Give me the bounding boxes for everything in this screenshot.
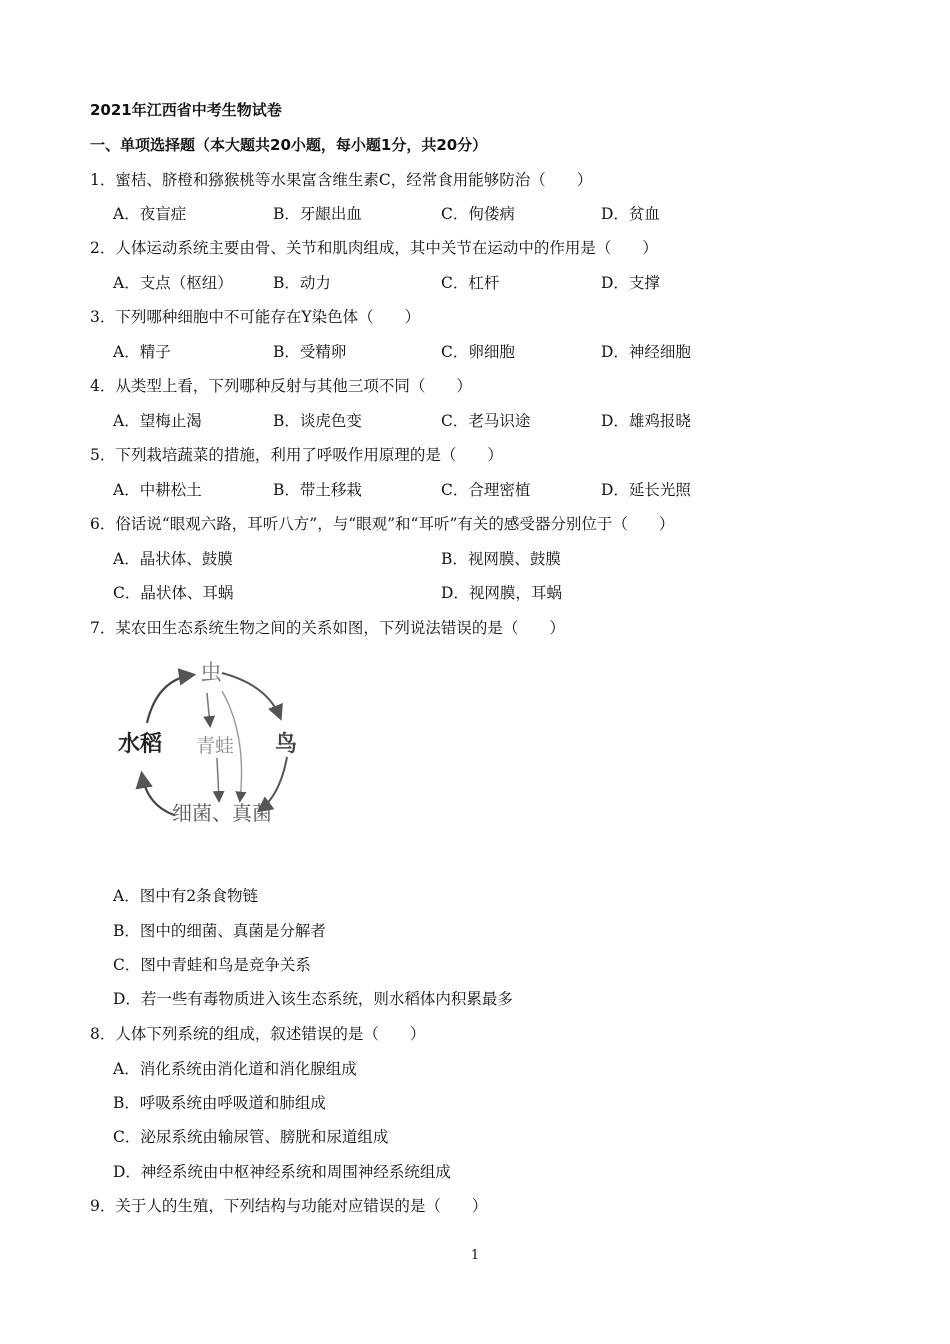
q2-option-a: A．支点（枢纽）	[113, 274, 233, 292]
q8-option-b: B．呼吸系统由呼吸道和肺组成	[113, 1094, 326, 1112]
question-9-stem: 9．关于人的生殖，下列结构与功能对应错误的是（ ）	[90, 1197, 488, 1215]
q1-option-a: A．夜盲症	[113, 205, 187, 223]
q6-option-b: B．视网膜、鼓膜	[441, 550, 561, 568]
q6-option-c: C．晶状体、耳蜗	[113, 584, 234, 602]
q8-option-d: D．神经系统由中枢神经系统和周围神经系统组成	[113, 1163, 451, 1181]
q5-option-b: B．带土移栽	[273, 481, 362, 499]
diagram-label-bird: 鸟	[275, 731, 298, 757]
q3-option-b: B．受精卵	[273, 343, 347, 361]
q3-option-d: D．神经细胞	[601, 343, 691, 361]
q1-option-d: D．贫血	[601, 205, 660, 223]
q7-option-c: C．图中青蛙和鸟是竞争关系	[113, 956, 311, 974]
q6-option-d: D．视网膜，耳蜗	[441, 584, 562, 602]
section-title: 一、单项选择题（本大题共20小题，每小题1分，共20分）	[90, 136, 488, 154]
question-5-stem: 5．下列栽培蔬菜的措施，利用了呼吸作用原理的是（ ）	[90, 446, 503, 464]
q8-option-c: C．泌尿系统由输尿管、膀胱和尿道组成	[113, 1128, 389, 1146]
q4-option-a: A．望梅止渴	[113, 412, 202, 430]
question-4-stem: 4．从类型上看，下列哪种反射与其他三项不同（ ）	[90, 377, 472, 395]
food-web-diagram	[112, 655, 312, 835]
q7-option-b: B．图中的细菌、真菌是分解者	[113, 922, 326, 940]
page-number: 1	[470, 1248, 480, 1263]
q2-option-c: C．杠杆	[441, 274, 500, 292]
q2-option-d: D．支撑	[601, 274, 660, 292]
q1-option-b: B．牙龈出血	[273, 205, 362, 223]
q4-option-b: B．谈虎色变	[273, 412, 362, 430]
q4-option-d: D．雄鸡报晓	[601, 412, 691, 430]
diagram-label-frog: 青蛙	[196, 735, 235, 757]
q5-option-a: A．中耕松土	[113, 481, 202, 499]
q5-option-c: C．合理密植	[441, 481, 531, 499]
question-8-stem: 8．人体下列系统的组成，叙述错误的是（ ）	[90, 1025, 426, 1043]
q3-option-a: A．精子	[113, 343, 171, 361]
q8-option-a: A．消化系统由消化道和消化腺组成	[113, 1060, 357, 1078]
question-6-stem: 6．俗话说“眼观六路，耳听八方”，与“眼观”和“耳听”有关的感受器分别位于（ ）	[90, 515, 675, 533]
diagram-label-insect: 虫	[200, 661, 223, 686]
q7-option-a: A．图中有2条食物链	[113, 887, 259, 905]
q6-option-a: A．晶状体、鼓膜	[113, 550, 233, 568]
q4-option-c: C．老马识途	[441, 412, 531, 430]
q7-option-d: D．若一些有毒物质进入该生态系统，则水稻体内积累最多	[113, 990, 513, 1008]
diagram-label-rice: 水稻	[118, 731, 163, 757]
question-7-stem: 7．某农田生态系统生物之间的关系如图，下列说法错误的是（ ）	[90, 619, 565, 637]
question-3-stem: 3．下列哪种细胞中不可能存在Y染色体（ ）	[90, 308, 421, 326]
q1-option-c: C．佝偻病	[441, 205, 515, 223]
q2-option-b: B．动力	[273, 274, 331, 292]
question-2-stem: 2．人体运动系统主要由骨、关节和肌肉组成，其中关节在运动中的作用是（ ）	[90, 239, 658, 257]
diagram-label-decomposers: 细菌、真菌	[172, 801, 272, 825]
q3-option-c: C．卵细胞	[441, 343, 515, 361]
question-1-stem: 1．蜜桔、脐橙和猕猴桃等水果富含维生素C，经常食用能够防治（ ）	[90, 171, 593, 189]
doc-title: 2021年江西省中考生物试卷	[90, 101, 282, 119]
q5-option-d: D．延长光照	[601, 481, 691, 499]
